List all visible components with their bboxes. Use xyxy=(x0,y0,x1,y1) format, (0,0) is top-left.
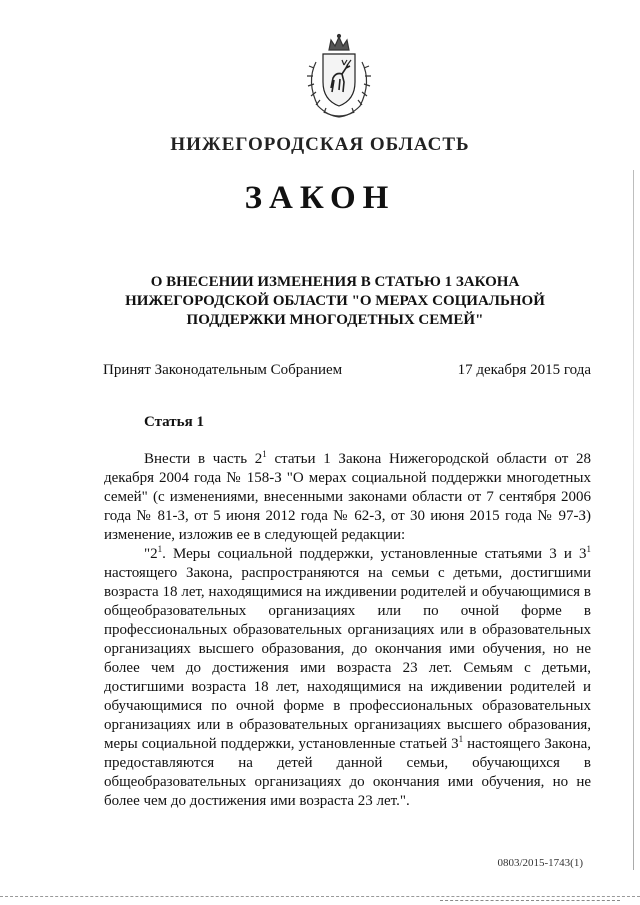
document-number: 0803/2015-1743(1) xyxy=(497,857,583,869)
superscript: 1 xyxy=(458,734,464,744)
paragraph-text: настоящего Закона, предоставляются на детей данной семьи, обучающихся в общеобразовательных организациях до окончания ими обучения, но не более чем до достижения ими возраста 23 лет.". xyxy=(104,736,592,809)
scan-edge-bottom xyxy=(0,896,640,898)
scan-edge-right xyxy=(633,170,634,870)
adoption-date: 17 декабря 2015 года xyxy=(457,362,591,378)
superscript: 1 xyxy=(157,544,163,554)
region-title: НИЖЕГОРОДСКАЯ ОБЛАСТЬ xyxy=(170,134,470,155)
article-heading: Статья 1 xyxy=(144,414,204,430)
coat-of-arms-icon xyxy=(296,32,382,120)
paragraph-text: "2 xyxy=(144,546,158,562)
article-paragraph-1 xyxy=(104,450,591,545)
paragraph-text: статьи 1 Закона Нижегородской области от 28 декабря 2004 года № 158-З "О мерах социальной поддержки многодетных семей" (с изменениями, внесенными законами области от 7 сентября 2006 года № 81-З, от 5 июня 2012 года № 62-З, от 30 июня 2015 года № 97-З) изменение, изложив ее в следующей редакции: xyxy=(104,451,591,543)
law-subject-line: НИЖЕГОРОДСКОЙ ОБЛАСТИ "О МЕРАХ СОЦИАЛЬНОЙ xyxy=(125,293,545,309)
superscript: 1 xyxy=(262,449,267,459)
paragraph-text: настоящего Закона, распространяются на семьи с детьми, достигшими возраста 18 лет, находящимися на иждивении родителей и обучающимися в общеобразовательных организациях или по очной форме в профессиональных образовательных организациях или в образовательных организациях высшего образования, до окончания ими обучения, но не более чем до достижения ими возраста 23 лет. Семьям с детьми, достигшими возраста 18 лет, находящимися на иждивении родителей и обучающимися по очной форме в профессиональных образовательных организациях или в образовательных организациях высшего образования, меры социальной поддержки, установленные статьей 3 xyxy=(104,565,591,752)
superscript: 1 xyxy=(586,544,591,554)
law-subject-line: О ВНЕСЕНИИ ИЗМЕНЕНИЯ В СТАТЬЮ 1 ЗАКОНА xyxy=(150,274,520,290)
paragraph-text: Внести в часть 2 xyxy=(144,451,263,467)
document-type-title: ЗАКОН xyxy=(244,180,396,216)
article-paragraph-2 xyxy=(104,545,591,811)
law-subject-line: ПОДДЕРЖКИ МНОГОДЕТНЫХ СЕМЕЙ" xyxy=(186,312,484,328)
scan-edge-bottom-2 xyxy=(440,900,620,902)
article-body xyxy=(104,450,591,811)
law-subject xyxy=(100,273,570,330)
adoption-row xyxy=(103,362,591,379)
paragraph-text: . Меры социальной поддержки, установленные статьями 3 и 3 xyxy=(162,546,587,562)
adopting-body: Принят Законодательным Собранием xyxy=(103,362,343,378)
